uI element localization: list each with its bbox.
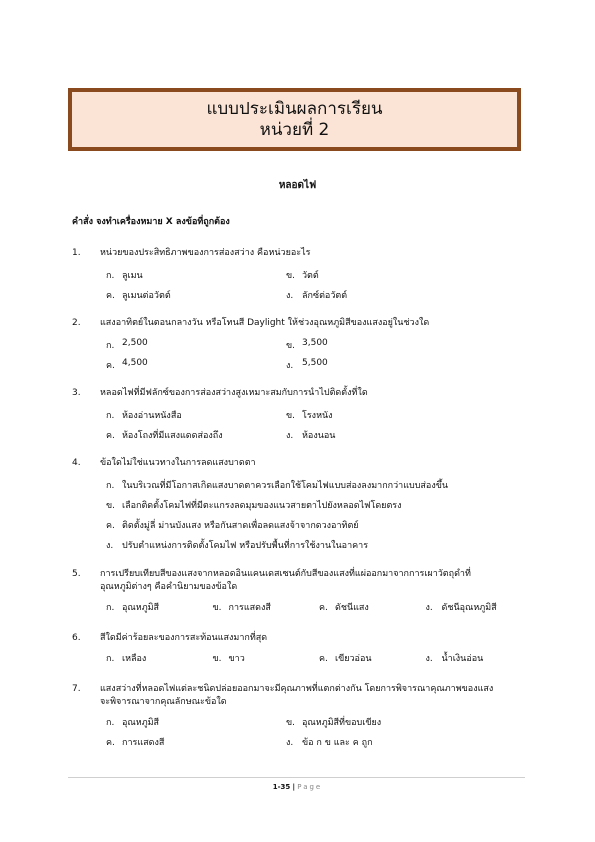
page-number: 1-35 <box>272 783 291 791</box>
unit-title: หน่วยที่ 2 <box>259 120 330 140</box>
option-b[interactable]: ข. อุณหภูมิสีที่ขอบเขียง <box>286 718 382 728</box>
option-b[interactable]: ข. วัตต์ <box>286 271 319 281</box>
question-number: 5. <box>72 569 81 579</box>
question-1 <box>72 247 532 305</box>
page-label: Page <box>297 783 323 791</box>
question-text: ข้อใดไม่ใช่แนวทางในการลดแสงบาดตา <box>100 458 256 468</box>
footer-separator: | <box>292 783 296 791</box>
option-d[interactable]: ง. ลักซ์ต่อวัตต์ <box>286 291 348 301</box>
page-footer <box>0 783 595 791</box>
option-b[interactable]: ข. เลือกติดตั้งโคมไฟที่มีตะแกรงลดมุมของแนวสายตาไปยังหลอดไฟโดยตรง <box>106 501 402 511</box>
question-number: 3. <box>72 388 81 398</box>
option-d[interactable]: ง. 5,500 <box>286 358 328 371</box>
question-text-continued: จะพิจารณาจากคุณลักษณะข้อใด <box>100 697 227 707</box>
question-7 <box>72 683 532 752</box>
option-b[interactable]: ข. 3,500 <box>286 338 328 351</box>
question-number: 1. <box>72 248 81 258</box>
option-a[interactable]: ก. ลูเมน <box>106 271 143 281</box>
topic-heading: หลอดไฟ <box>278 180 317 191</box>
question-5 <box>72 568 532 617</box>
option-a[interactable]: ก. 2,500 <box>106 338 148 351</box>
assessment-title: แบบประเมินผลการเรียน <box>206 99 383 119</box>
question-2 <box>72 317 532 375</box>
question-number: 6. <box>72 633 81 643</box>
question-text: การเปรียบเทียบสีของแสงจากหลอดอินแคนเดสเซนต์กับสีของแสงที่แผ่ออกมาจากการเผาวัตถุดำที่ <box>100 569 471 579</box>
question-number: 2. <box>72 318 81 328</box>
question-text-continued: อุณหภูมิต่างๆ คือคำนิยามของข้อใด <box>100 582 238 592</box>
option-d[interactable]: ง. ดัชนีอุณหภูมิสี <box>425 603 497 613</box>
option-c[interactable]: ค. ดัชนีแสง <box>319 603 369 613</box>
option-b[interactable]: ข. โรงหนัง <box>286 411 333 421</box>
question-number: 4. <box>72 458 81 468</box>
option-c[interactable]: ค. เขียวอ่อน <box>319 654 372 664</box>
question-6 <box>72 632 532 668</box>
question-text: หลอดไฟที่มีฟลักซ์ของการส่องสว่างสูงเหมาะสมกับการนำไปติดตั้งที่ใด <box>100 388 368 398</box>
question-text: แสงสว่างที่หลอดไฟแต่ละชนิดปล่อยออกมาจะมีคุณภาพที่แตกต่างกัน โดยการพิจารณาคุณภาพของแสง <box>100 684 494 694</box>
option-b[interactable]: ข. ขาว <box>212 654 245 664</box>
question-text: หน่วยของประสิทธิภาพของการส่องสว่าง คือหน่วยอะไร <box>100 248 311 258</box>
option-c[interactable]: ค. ติดตั้งมู่ลี่ ม่านบังแสง หรือกันสาดเพื่อลดแสงจ้าจากดวงอาทิตย์ <box>106 521 359 531</box>
option-c[interactable]: ค. ห้องโถงที่มีแสงแดดส่องถึง <box>106 431 223 441</box>
question-4 <box>72 457 532 555</box>
question-text: สีใดมีค่าร้อยละของการสะท้อนแสงมากที่สุด <box>100 633 268 643</box>
option-d[interactable]: ง. ปรับตำแหน่งการติดตั้งโคมไฟ หรือปรับพื้นที่การใช้งานในอาคาร <box>106 541 369 551</box>
instruction-text: คำสั่ง จงทำเครื่องหมาย X ลงข้อที่ถูกต้อง <box>72 217 230 227</box>
option-a[interactable]: ก. ห้องอ่านหนังสือ <box>106 411 182 421</box>
footer-divider <box>68 777 525 778</box>
option-b[interactable]: ข. การแสดงสี <box>212 603 271 613</box>
option-d[interactable]: ง. ข้อ ก ข และ ค ถูก <box>286 738 373 748</box>
option-d[interactable]: ง. น้ำเงินอ่อน <box>425 654 484 664</box>
question-text: แสงอาทิตย์ในตอนกลางวัน หรือโทนสี Daylight ให้ช่วงอุณหภูมิสีของแสงอยู่ในช่วงใด <box>100 318 430 328</box>
option-a[interactable]: ก. ในบริเวณที่มีโอกาสเกิดแสงบาดตาควรเลือกใช้โคมไฟแบบส่องลงมากกว่าแบบส่องขึ้น <box>106 481 449 491</box>
title-box <box>68 88 521 151</box>
option-c[interactable]: ค. 4,500 <box>106 358 148 371</box>
question-3 <box>72 387 532 445</box>
question-number: 7. <box>72 684 81 694</box>
option-c[interactable]: ค. ลูเมนต่อวัตต์ <box>106 291 171 301</box>
option-a[interactable]: ก. อุณหภูมิสี <box>106 718 160 728</box>
option-d[interactable]: ง. ห้องนอน <box>286 431 336 441</box>
option-a[interactable]: ก. อุณหภูมิสี <box>106 603 160 613</box>
option-c[interactable]: ค. การแสดงสี <box>106 738 165 748</box>
option-a[interactable]: ก. เหลือง <box>106 654 147 664</box>
